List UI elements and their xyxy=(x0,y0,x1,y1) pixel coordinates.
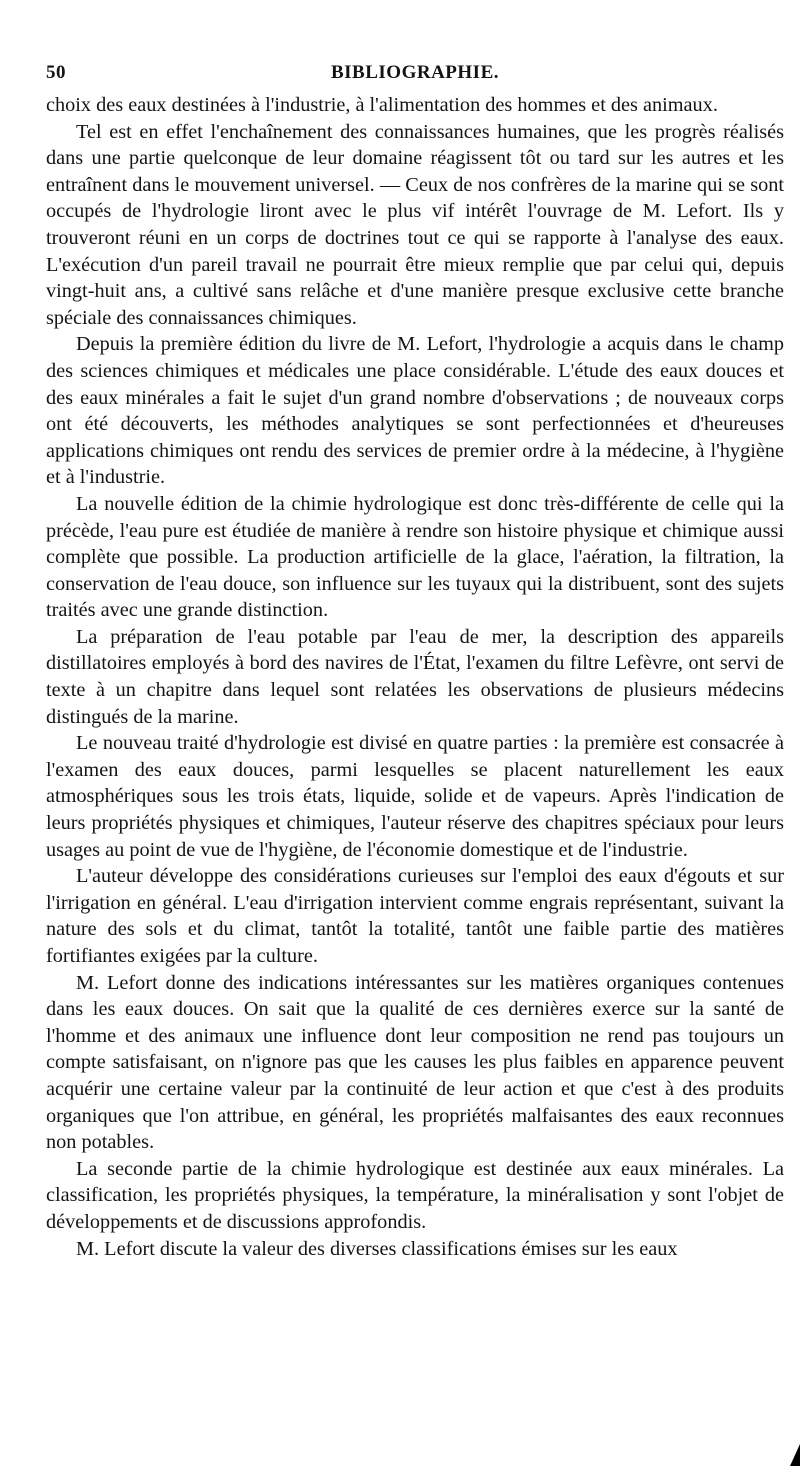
page-header xyxy=(46,62,784,92)
running-title: BIBLIOGRAPHIE. xyxy=(330,62,499,83)
paragraph: M. Lefort donne des indications intéressantes sur les matières organiques contenues dans les eaux douces. On sait que la qualité de ces dernières exerce sur la santé de l'homme et des animaux une influence dont leur composition ne rend pas toujours un compte satisfaisant, on n'ignore pas que les causes les plus faibles en apparence peuvent acquérir une certaine valeur par la continuité de leur action et que c'est à des produits organiques que l'on attribue, en général, les propriétés malfaisantes des eaux reconnues non potables. xyxy=(46,971,784,1154)
paragraph: Tel est en effet l'enchaînement des connaissances humaines, que les progrès réalisés dans une partie quelconque de leur domaine réagissent tôt ou tard sur les autres et les entraînent dans le mouvement universel. — Ceux de nos confrères de la marine qui se sont occupés de l'hydrologie liront avec le plus vif intérêt l'ouvrage de M. Lefort. Ils y trouveront réuni en un corps de doctrines tout ce qui se rapporte à l'analyse des eaux. L'exécution d'un pareil travail ne pourrait être mieux remplie que par celui qui, depuis vingt-huit ans, a cultivé sans relâche et d'une manière presque exclusive cette branche spéciale des connaissances chimiques. xyxy=(46,120,784,329)
paragraph: L'auteur développe des considérations curieuses sur l'emploi des eaux d'égouts et sur l'irrigation en général. L'eau d'irrigation intervient comme engrais représentant, suivant la nature des sols et du climat, tantôt la totalité, tantôt une faible partie des matières fortifiantes exigées par la culture. xyxy=(46,865,784,967)
paragraph: Le nouveau traité d'hydrologie est divisé en quatre parties : la première est consacrée à l'examen des eaux douces, parmi lesquelles se placent naturellement les eaux atmosphériques sous les trois états, liquide, solide et de vapeurs. Après l'indication de leurs propriétés physiques et chimiques, l'auteur réserve des chapitres spéciaux pour leurs usages au point de vue de l'hygiène, de l'économie domestique et de l'industrie. xyxy=(46,732,784,861)
paragraph-continuation: choix des eaux destinées à l'industrie, à l'alimentation des hommes et des animaux. xyxy=(46,94,718,116)
paragraph: M. Lefort discute la valeur des diverses classifications émises sur les eaux xyxy=(76,1237,678,1260)
page-number: 50 xyxy=(46,62,66,83)
paragraph: La nouvelle édition de la chimie hydrologique est donc très-différente de celle qui la précède, l'eau pure est étudiée de manière à rendre son histoire physique et chimique aussi complète que possible. La production artificielle de la glace, l'aération, la filtration, la conservation de l'eau douce, son influence sur les tuyaux qui la distribuent, sont des sujets traités avec une grande distinction. xyxy=(46,492,784,622)
paragraph: La préparation de l'eau potable par l'eau de mer, la description des appareils distillatoires employés à bord des navires de l'État, l'examen du filtre Lefèvre, ont servi de texte à un chapitre dans lequel sont relatées les observations de plusieurs médecins distingués de la marine. xyxy=(46,625,784,728)
book-page xyxy=(46,62,784,1262)
page-corner-mark xyxy=(790,1444,800,1466)
body-text xyxy=(46,92,784,1262)
paragraph: Depuis la première édition du livre de M. Lefort, l'hydrologie a acquis dans le champ des sciences chimiques et médicales une place considérable. L'étude des eaux douces et des eaux minérales a fait le sujet d'un grand nombre d'observations ; de nouveaux corps ont été découverts, les méthodes analytiques se sont perfectionnées et d'heureuses applications chimiques ont rendu des services de premier ordre à la médecine, à l'hygiène et à l'industrie. xyxy=(46,333,784,489)
paragraph: La seconde partie de la chimie hydrologique est destinée aux eaux minérales. La classification, les propriétés physiques, la température, la minéralisation y sont l'objet de développements et de discussions approfondis. xyxy=(46,1157,784,1233)
